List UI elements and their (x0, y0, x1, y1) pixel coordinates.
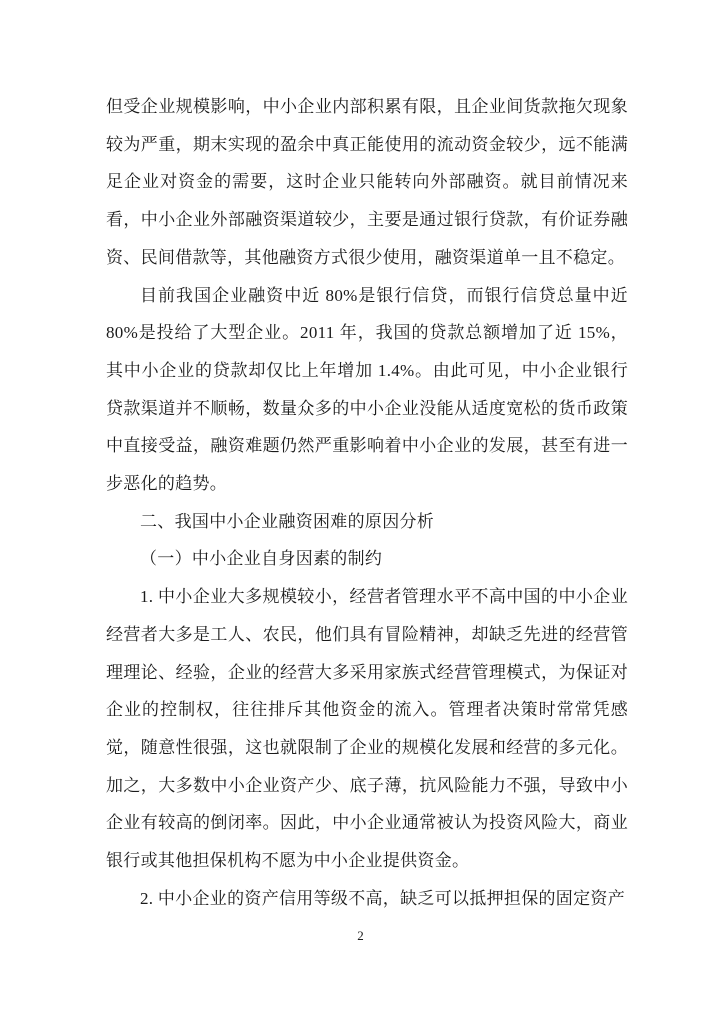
page-number: 2 (357, 928, 364, 943)
paragraph-bank-credit-stats: 目前我国企业融资中近 80%是银行信贷，而银行信贷总量中近 80%是投给了大型企业。2011 年，我国的贷款总额增加了近 15%，其中小企业的贷款却仅比上年增加 1.4%。由此可见，中小企业银行贷款渠道并不顺畅，数量众多的中小企业没能从适度宽松的货币政策中直接受益，融资难题仍然严重影响着中小企业的发展，甚至有进一步恶化的趋势。 (106, 285, 628, 494)
paragraph-continuation: 但受企业规模影响，中小企业内部积累有限，且企业间货款拖欠现象较为严重，期末实现的盈余中真正能使用的流动资金较少，远不能满足企业对资金的需要，这时企业只能转向外部融资。就目前情况来看，中小企业外部融资渠道较少，主要是通过银行贷款，有价证券融资、民间借款等，其他融资方式很少使用，融资渠道单一且不稳定。 (106, 97, 628, 267)
numbered-item-2: 2. 中小企业的资产信用等级不高，缺乏可以抵押担保的固定资产 (140, 888, 625, 908)
numbered-item-1: 1. 中小企业大多规模较小，经营者管理水平不高中国的中小企业经营者大多是工人、农民，他们具有冒险精神，却缺乏先进的经营管理理论、经验，企业的经营大多采用家族式经营管理模式，为保证对企业的控制权，往往排斥其他资金的流入。管理者决策时常常凭感觉，随意性很强，这也就限制了企业的规模化发展和经营的多元化。加之，大多数中小企业资产少、底子薄，抗风险能力不强，导致中小企业有较高的倒闭率。因此，中小企业通常被认为投资风险大，商业银行或其他担保机构不愿为中小企业提供资金。 (106, 587, 628, 871)
subsection-heading: （一）中小企业自身因素的制约 (140, 549, 383, 569)
document-body (106, 88, 628, 917)
section-heading: 二、我国中小企业融资困难的原因分析 (140, 511, 435, 531)
